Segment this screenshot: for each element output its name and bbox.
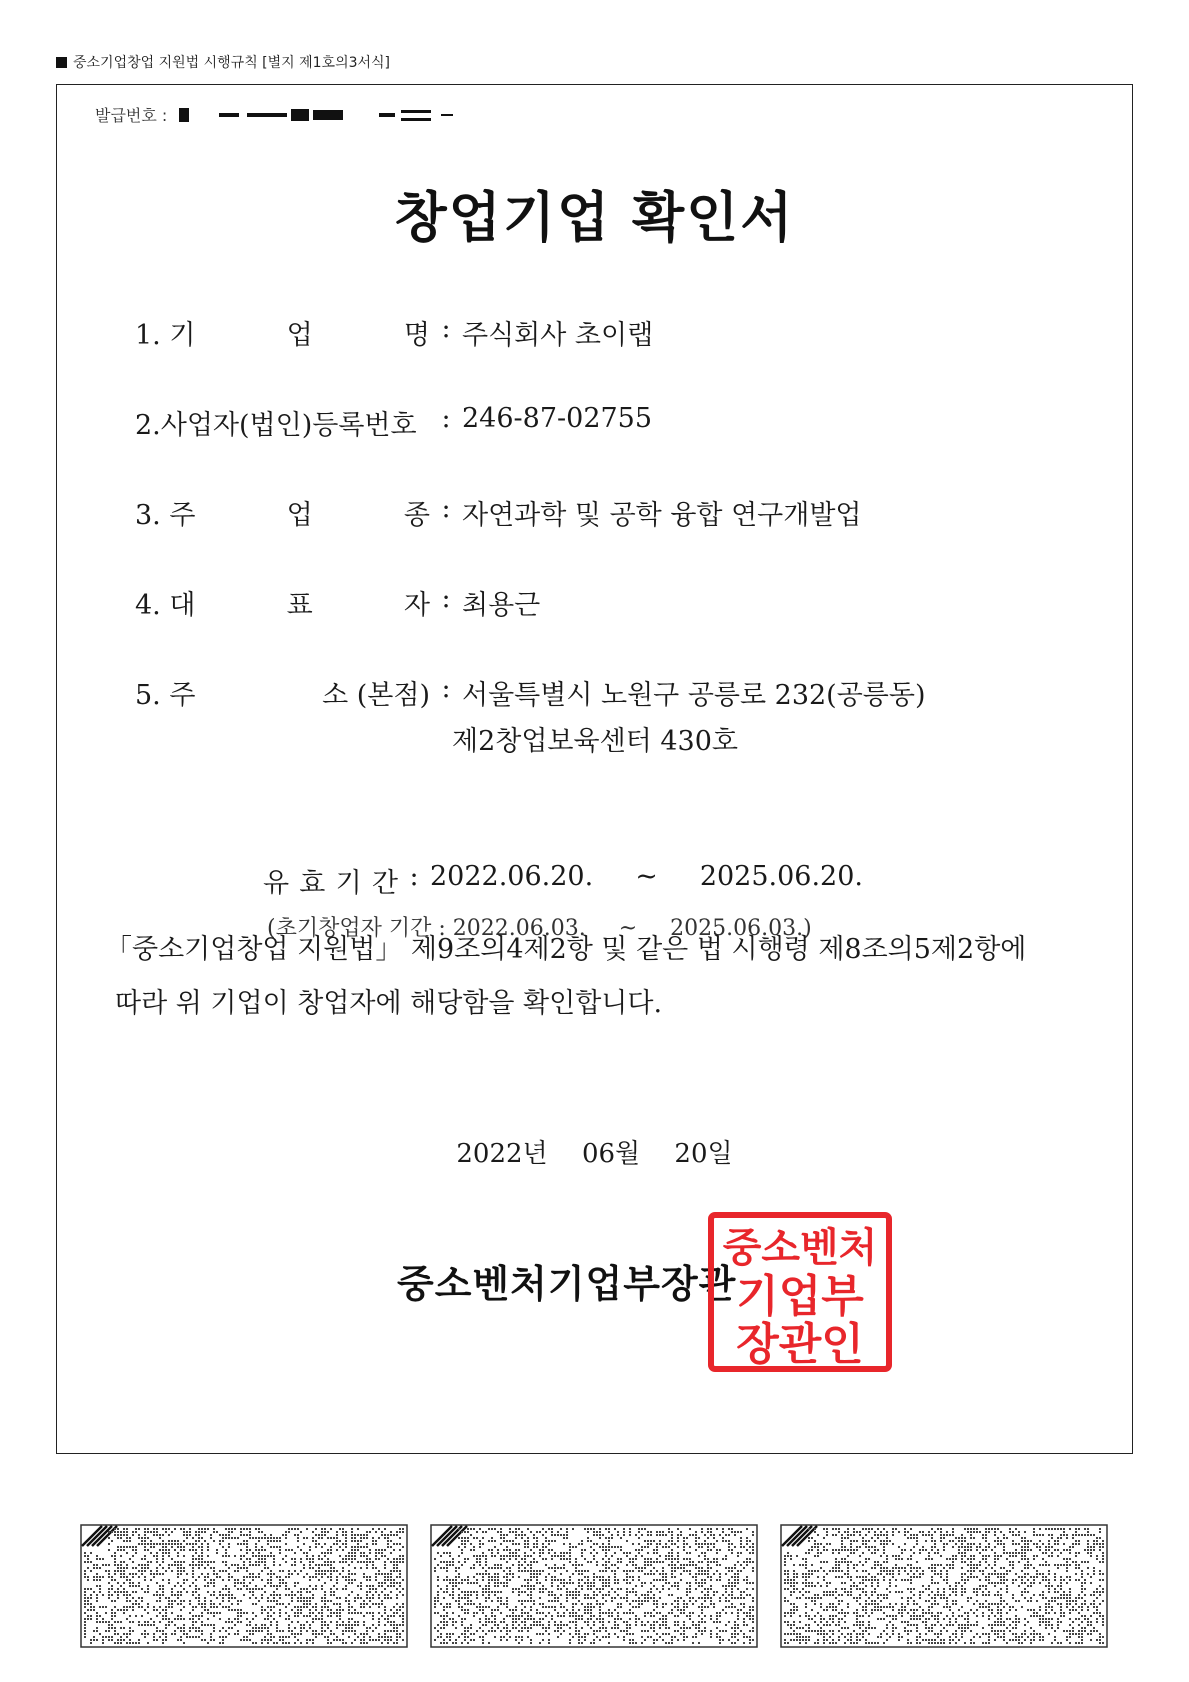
form-reference-text: 중소기업창업 지원법 시행규칙 [별지 제1호의3서식] [73, 55, 391, 71]
representative-row: 4. 대 표 자 : 최용근 [135, 583, 541, 621]
company-name-row: 1. 기 업 명 : 주식회사 초이랩 [135, 313, 654, 351]
minister-title: 중소벤처기업부장관 [397, 1262, 737, 1306]
seal-text-line3: 장관인 [736, 1319, 864, 1370]
registration-number-label: 2.사업자(법인)등록번호 [135, 410, 417, 441]
official-seal-icon [707, 1211, 893, 1373]
validity-to: 2025.06.20. [699, 861, 863, 892]
address-row: 5. 주 소 (본점) : 서울특별시 노원구 공릉로 232(공릉동) [135, 673, 926, 711]
registration-number-row: 2.사업자(법인)등록번호 : 246-87-02755 [135, 403, 653, 441]
issue-date: 2022년 06월 20일 [456, 1139, 733, 1169]
business-type-label: 3. 주 업 종 [135, 500, 430, 531]
document-title: 창업기업 확인서 [394, 186, 795, 249]
validity-label: 유 효 기 간 [263, 868, 398, 899]
representative-value: 최용근 [462, 590, 541, 621]
redacted-issue-number [179, 104, 469, 126]
seal-text-line2: 기업부 [736, 1271, 864, 1322]
early-from: 2022.06.03. [452, 916, 586, 941]
issue-number-label: 발급번호 : [95, 106, 168, 125]
address-label: 5. 주 소 (본점) [135, 680, 430, 711]
company-name-label: 1. 기 업 명 [135, 320, 430, 351]
confirmation-text-line1: 「중소기업창업 지원법」 제9조의4제2항 및 같은 법 시행령 제8조의5제2항에 [105, 934, 1027, 965]
early-to: 2025.06.03.) [670, 916, 812, 941]
seal-text-line1: 중소벤처 [722, 1225, 878, 1271]
address-value-line2: 제2창업보육센터 430호 [452, 726, 738, 757]
square-bullet-icon [56, 57, 67, 68]
representative-label: 4. 대 표 자 [135, 590, 430, 621]
confirmation-text-line2: 따라 위 기업이 창업자에 해당함을 확인합니다. [115, 988, 663, 1019]
early-startup-period: (초기창업자 기간 : 2022.06.03. ~ 2025.06.03.) [267, 916, 812, 941]
business-type-row: 3. 주 업 종 : 자연과학 및 공학 융합 연구개발업 [135, 493, 862, 531]
company-name-value: 주식회사 초이랩 [462, 320, 654, 351]
security-barcode-2 [430, 1524, 758, 1648]
address-value: 서울특별시 노원구 공릉로 232(공릉동) [462, 680, 926, 711]
certificate-frame [56, 84, 1133, 1454]
validity-from: 2022.06.20. [430, 861, 594, 892]
business-type-value: 자연과학 및 공학 융합 연구개발업 [462, 500, 862, 531]
registration-number-value: 246-87-02755 [462, 403, 653, 434]
validity-period: 유 효 기 간 : 2022.06.20. ~ 2025.06.20. [263, 861, 863, 899]
security-barcodes [0, 1524, 1189, 1648]
security-barcode-1 [80, 1524, 408, 1648]
security-barcode-3 [780, 1524, 1108, 1648]
form-reference [56, 52, 390, 72]
issue-number [95, 103, 469, 126]
